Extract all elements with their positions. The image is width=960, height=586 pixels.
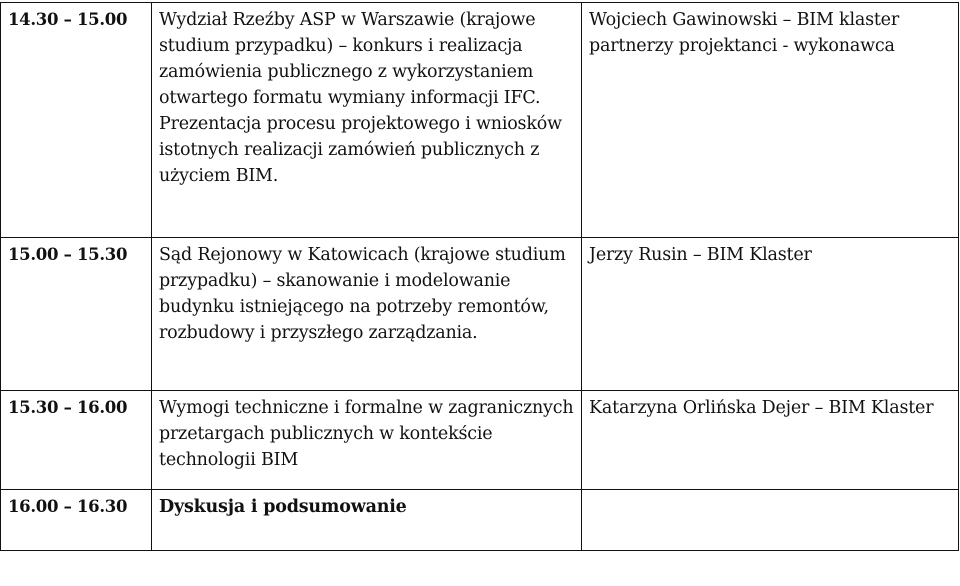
- topic-cell: Wymogi techniczne i formalne w zagranicznych przetargach publicznych w kontekście technologii BIM: [152, 391, 582, 490]
- speaker-cell: [582, 490, 959, 551]
- topic-cell: Dyskusja i podsumowanie: [152, 490, 582, 551]
- speaker-cell: Wojciech Gawinowski – BIM klaster partnerzy projektanci - wykonawca: [582, 3, 959, 238]
- time-cell: 14.30 – 15.00: [1, 3, 152, 238]
- time-cell: 16.00 – 16.30: [1, 490, 152, 551]
- table-row: [1, 391, 959, 490]
- agenda-table: [0, 2, 959, 551]
- time-cell: 15.30 – 16.00: [1, 391, 152, 490]
- speaker-cell: Jerzy Rusin – BIM Klaster: [582, 238, 959, 391]
- topic-cell: Sąd Rejonowy w Katowicach (krajowe studium przypadku) – skanowanie i modelowanie budynku istniejącego na potrzeby remontów, rozbudowy i przyszłego zarządzania.: [152, 238, 582, 391]
- speaker-cell: Katarzyna Orlińska Dejer – BIM Klaster: [582, 391, 959, 490]
- table-row: [1, 490, 959, 551]
- table-row: [1, 3, 959, 238]
- time-cell: 15.00 – 15.30: [1, 238, 152, 391]
- topic-cell: Wydział Rzeźby ASP w Warszawie (krajowe studium przypadku) – konkurs i realizacja zamówienia publicznego z wykorzystaniem otwartego formatu wymiany informacji IFC. Prezentacja procesu projektowego i wniosków istotnych realizacji zamówień publicznych z użyciem BIM.: [152, 3, 582, 238]
- table-row: [1, 238, 959, 391]
